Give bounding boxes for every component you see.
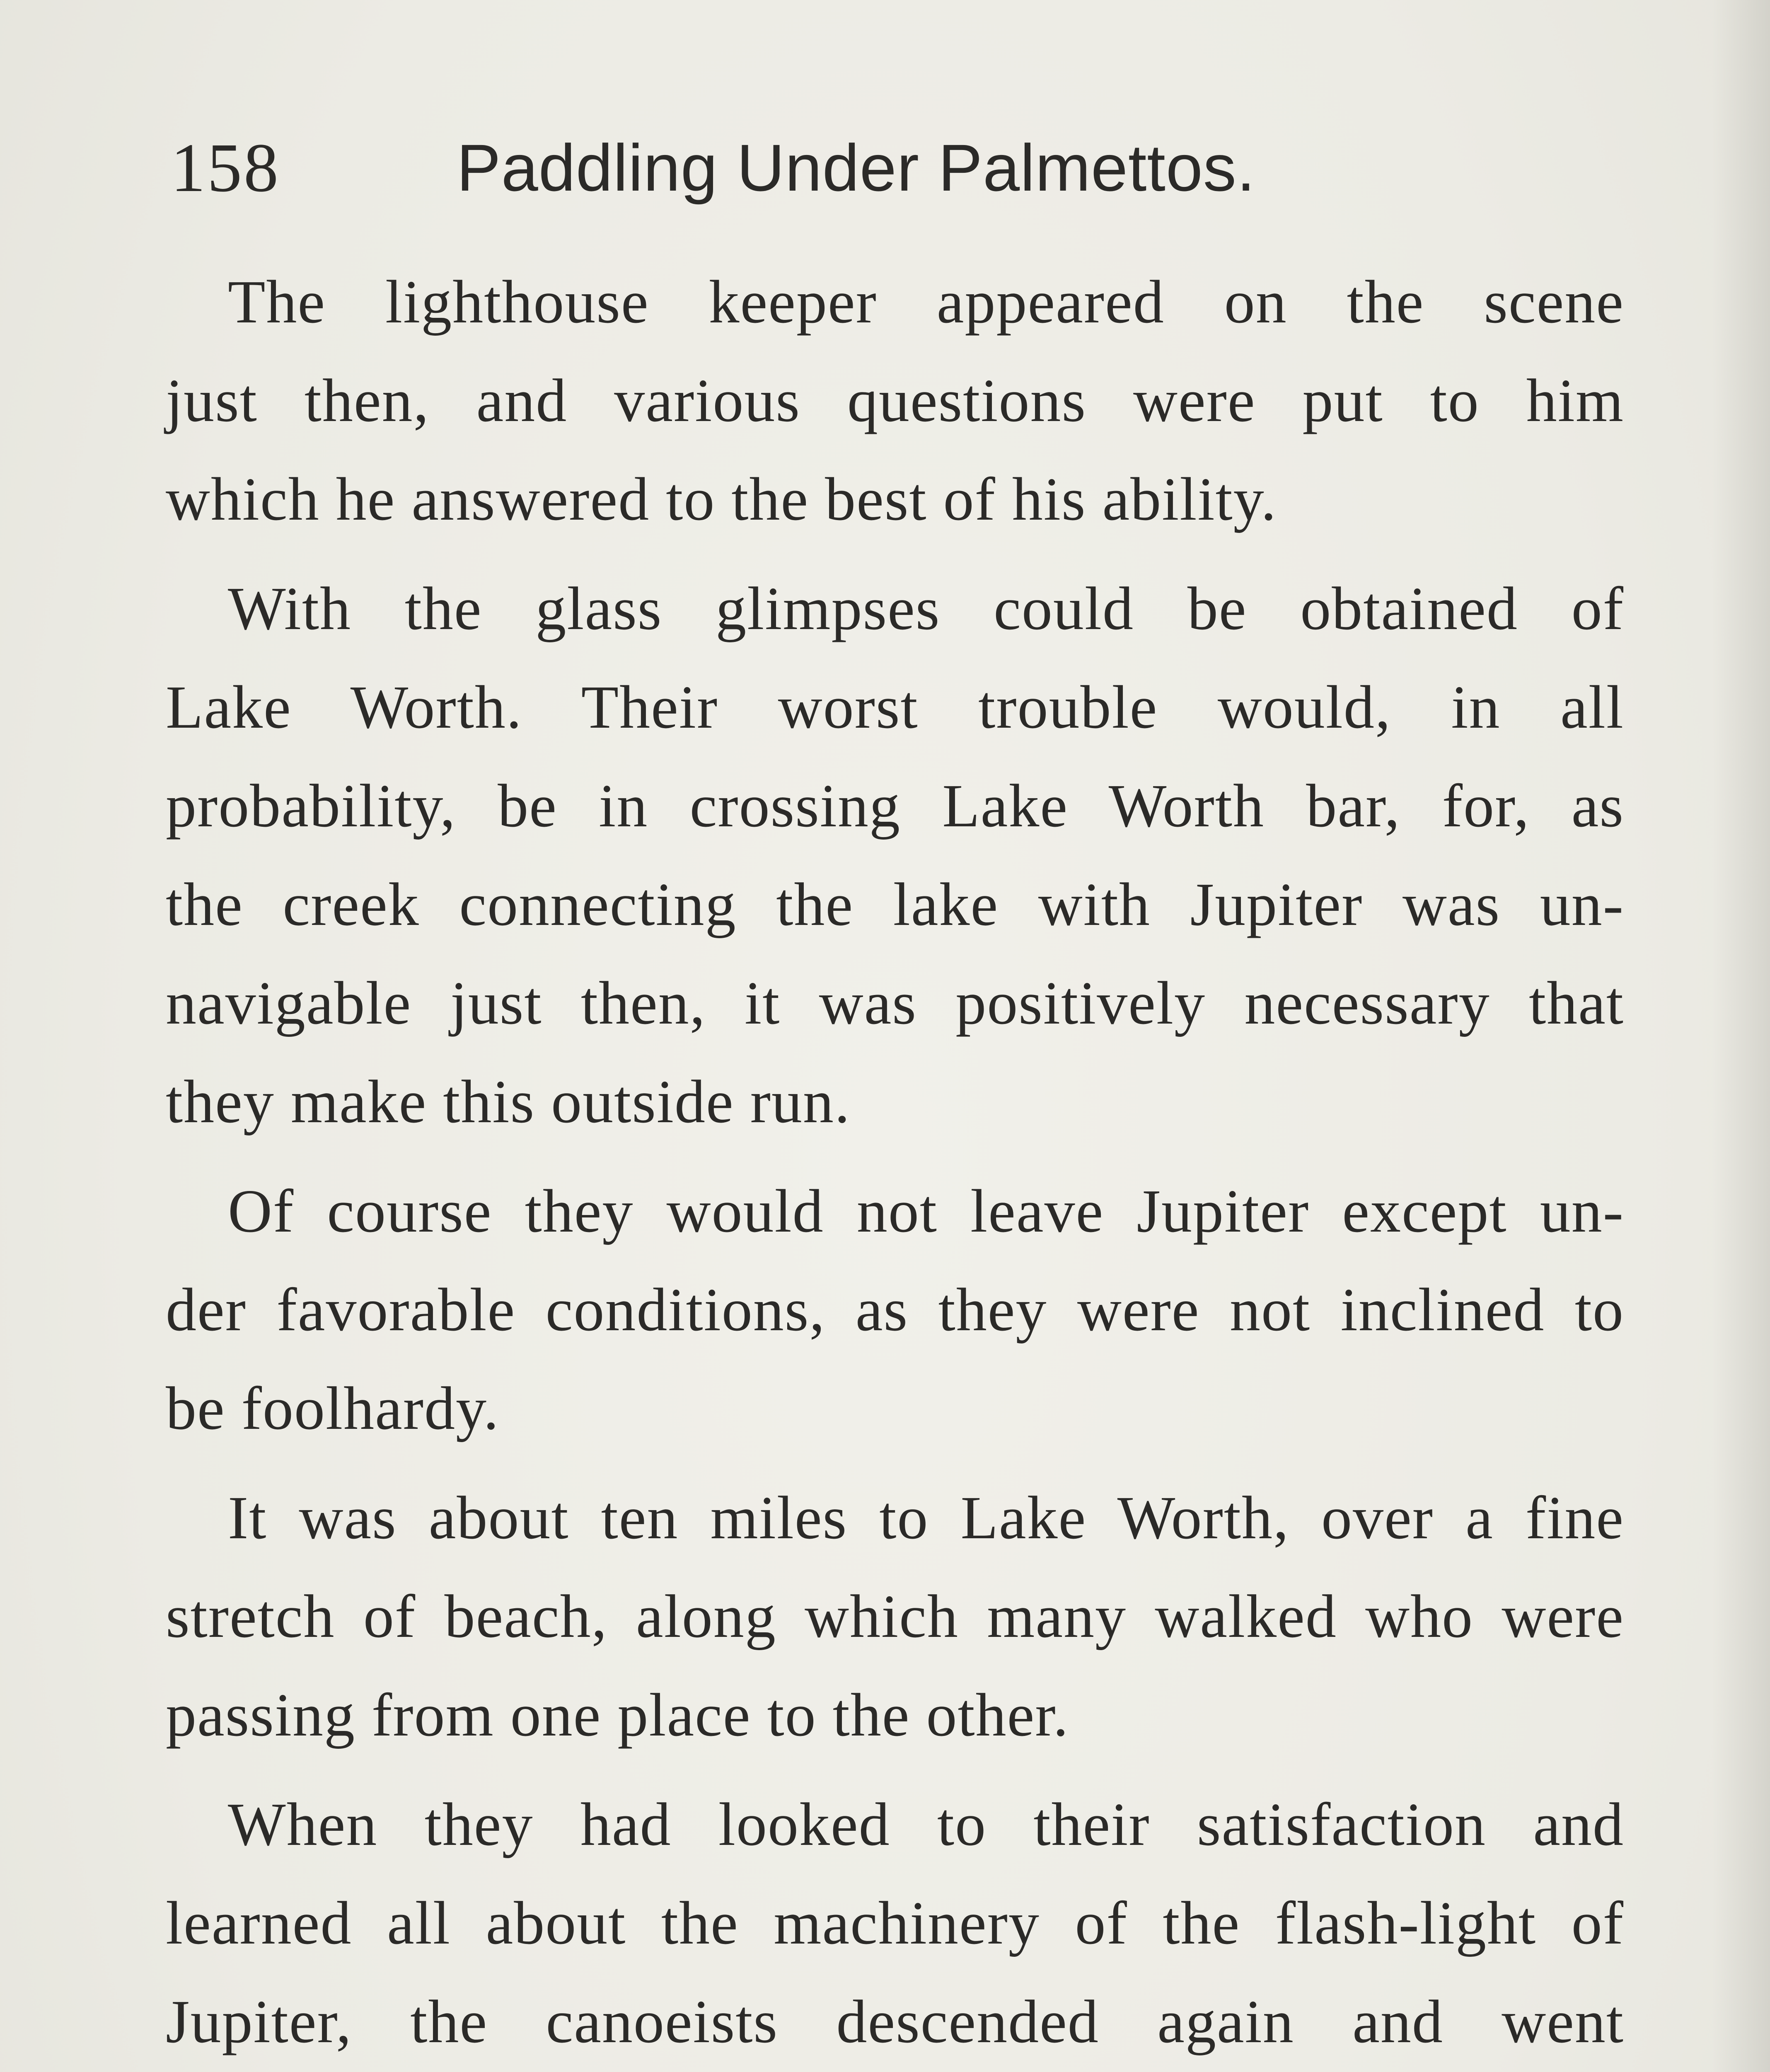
text-line: learned all about the machinery of the flash-light of	[166, 1889, 1624, 1957]
text-line: be foolhardy.	[166, 1375, 500, 1443]
text-line: The lighthouse keeper appeared on the scene	[228, 268, 1624, 336]
text-line: Of course they would not leave Jupiter except un-	[228, 1177, 1624, 1245]
text-line: they make this outside run.	[166, 1068, 851, 1136]
body-text	[166, 253, 1624, 2072]
text-line: With the glass glimpses could be obtained of	[228, 575, 1624, 643]
text-line: stretch of beach, along which many walked who were	[166, 1583, 1624, 1651]
text-line: Jupiter, the canoeists descended again and went	[166, 1988, 1624, 2056]
text-line: the creek connecting the lake with Jupiter was un-	[166, 871, 1624, 939]
text-line: navigable just then, it was positively necessary that	[166, 969, 1624, 1037]
running-head	[171, 122, 1629, 213]
page-number: 158	[171, 129, 280, 206]
text-line: Lake Worth. Their worst trouble would, in all	[166, 673, 1624, 741]
text-line: It was about ten miles to Lake Worth, over a fine	[228, 1484, 1624, 1552]
text-line: which he answered to the best of his ability.	[166, 465, 1277, 533]
text-line: When they had looked to their satisfaction and	[228, 1791, 1624, 1859]
text-line: just then, and various questions were put to him	[166, 367, 1624, 435]
page-edge-shadow	[1712, 0, 1770, 2072]
text-line: der favorable conditions, as they were not inclined to	[166, 1276, 1624, 1344]
running-title: Paddling Under Palmettos.	[457, 131, 1256, 205]
text-line: probability, be in crossing Lake Worth bar, for, as	[166, 772, 1624, 840]
text-line: passing from one place to the other.	[166, 1681, 1069, 1749]
